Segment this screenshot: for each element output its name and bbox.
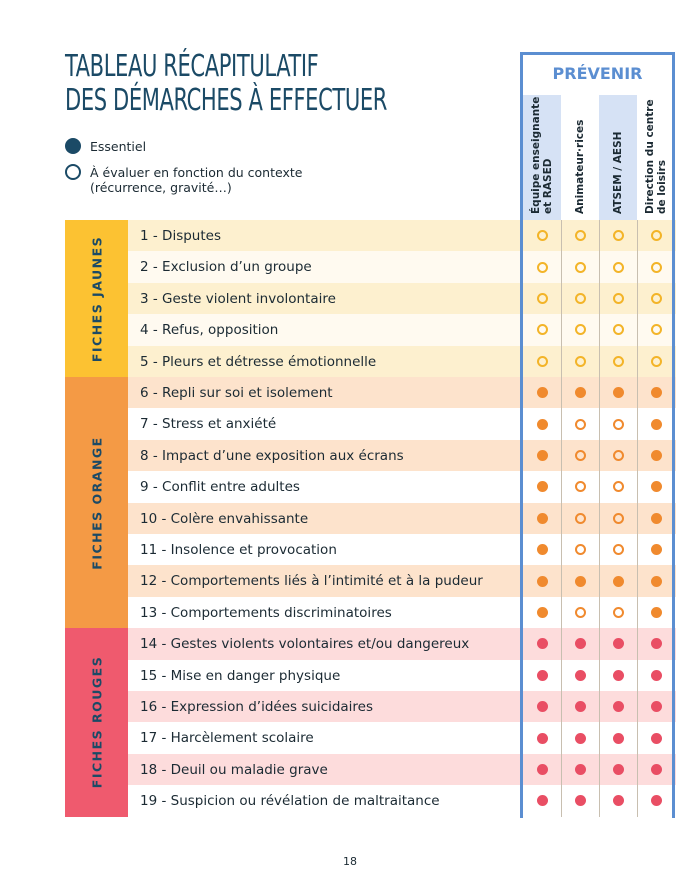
row-label: 9 - Conflit entre adultes — [140, 479, 300, 496]
page-number: 18 — [343, 855, 357, 868]
category-label: FICHES ROUGES — [89, 656, 104, 789]
row-label: 12 - Comportements liés à l’intimité et à la pudeur — [140, 573, 483, 590]
row-label: 19 - Suspicion ou révélation de maltraitance — [140, 793, 440, 810]
row-label: 1 - Disputes — [140, 228, 221, 244]
category-label: FICHES ORANGE — [89, 435, 104, 570]
row-label: 17 - Harcèlement scolaire — [140, 730, 314, 747]
prevenir-frame — [520, 52, 675, 818]
column-header-line: de loisirs — [656, 160, 668, 214]
row-label: 8 - Impact d’une exposition aux écrans — [140, 447, 404, 464]
category-band — [65, 628, 128, 816]
column-header-line: et RASED — [542, 158, 554, 214]
row-label: 7 - Stress et anxiété — [140, 416, 277, 433]
row-label: 2 - Exclusion d’un groupe — [140, 259, 312, 276]
row-label: 4 - Refus, opposition — [140, 322, 279, 339]
row-label: 13 - Comportements discriminatoires — [140, 604, 392, 621]
title-line-1: TABLEAU RÉCAPITULATIF — [65, 49, 319, 84]
column-header-line: Direction du centre — [644, 99, 656, 214]
row-label: 6 - Repli sur soi et isolement — [140, 385, 333, 401]
filled-circle-icon — [65, 138, 81, 154]
category-band — [65, 220, 128, 377]
legend-evaluate-line2: (récurrence, gravité…) — [90, 180, 232, 195]
prevenir-title: PRÉVENIR — [552, 64, 643, 83]
row-label: 15 - Mise en danger physique — [140, 667, 341, 684]
column-header-line: Équipe enseignante — [530, 96, 542, 214]
row-label: 3 - Geste violent involontaire — [140, 290, 336, 307]
category-label: FICHES JAUNES — [89, 235, 104, 362]
row-label: 11 - Insolence et provocation — [140, 542, 337, 558]
row-label: 18 - Deuil ou maladie grave — [140, 761, 328, 778]
column-header-line: Animateur·rices — [574, 119, 586, 214]
column-header-line: ATSEM / AESH — [612, 131, 624, 214]
legend-evaluate-line1: À évaluer en fonction du contexte — [90, 165, 303, 180]
page-title — [65, 50, 387, 118]
row-label: 16 - Expression d’idées suicidaires — [140, 699, 374, 715]
title-line-2: DES DÉMARCHES À EFFECTUER — [65, 83, 388, 118]
row-label: 10 - Colère envahissante — [140, 510, 309, 527]
category-band — [65, 377, 128, 628]
empty-circle-icon — [65, 164, 81, 180]
row-label: 5 - Pleurs et détresse émotionnelle — [140, 353, 377, 370]
row-label: 14 - Gestes violents volontaires et/ou dangereux — [140, 636, 470, 653]
legend-evaluate-label — [90, 165, 302, 195]
legend-essential-label: Essentiel — [90, 139, 147, 154]
